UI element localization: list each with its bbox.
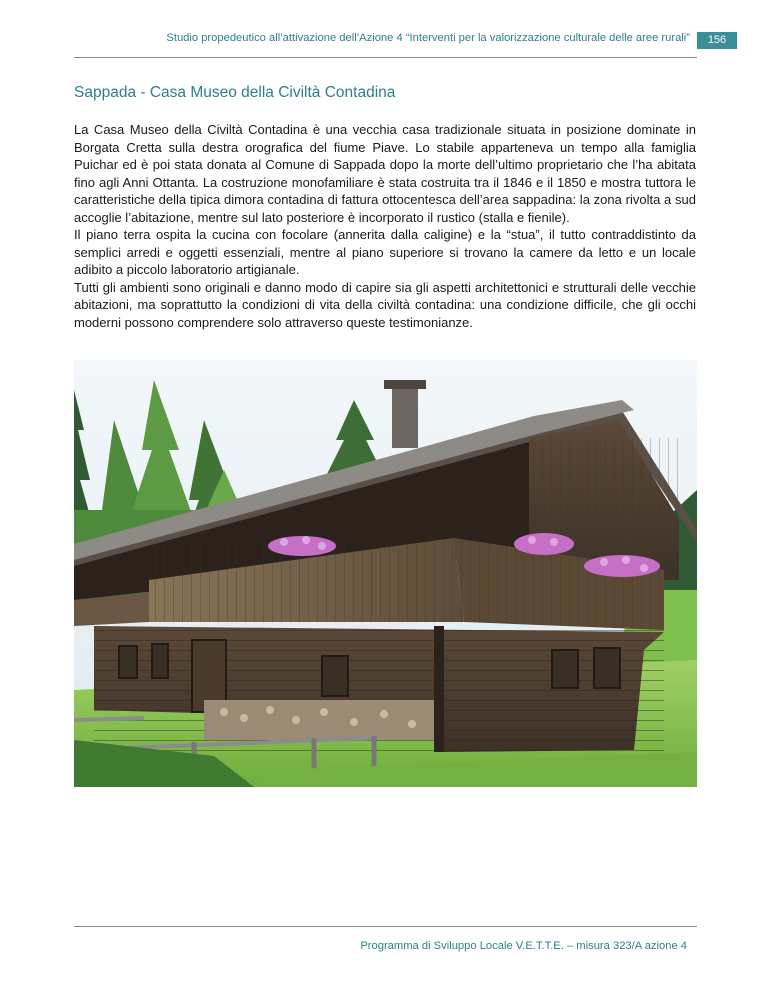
- running-footer: Programma di Sviluppo Locale V.E.T.T.E. – misura 323/A azione 4: [360, 940, 687, 952]
- section-title: Sappada - Casa Museo della Civiltà Contadina: [74, 84, 396, 101]
- paragraph-1: La Casa Museo della Civiltà Contadina è una vecchia casa tradizionale situata in posizione dominate in Borgata Cretta sulla destra orografica del fiume Piave. Lo stabile apparteneva un tempo alla famiglia Puichar ed è poi stata donata al Comune di Sappada dopo la morte dell’ultimo proprietario che l’ha abitata fino agli Anni Ottanta. La costruzione monofamiliare è stata costruita tra il 1846 e il 1850 e mostra tuttora le caratteristiche della tipica dimora contadina di fattura ottocentesca dell’area sappadina: la zona rivolta a sud accoglie l’abitazione, mentre sul lato posteriore è incorporato il rustico (stalla e fienile).: [74, 122, 696, 225]
- page-number-badge: 156: [697, 32, 737, 49]
- running-header: Studio propedeutico all’attivazione dell’Azione 4 “Interventi per la valorizzazione culturale delle aree rurali”: [166, 32, 690, 44]
- footer-rule: [74, 926, 697, 927]
- paragraph-2: Il piano terra ospita la cucina con focolare (annerita dalla caligine) e la “stua”, il tutto contraddistinto da semplici arredi e oggetti essenziali, mentre al piano superiore si trovano la camere da letto e un locale adibito a piccolo laboratorio artigianale.: [74, 227, 696, 277]
- paragraph-3: Tutti gli ambienti sono originali e danno modo di capire sia gli aspetti architettonici e strutturali delle vecchie abitazioni, ma soprattutto la condizioni di vita della civiltà contadina: una condizione difficile, che gli occhi moderni possono comprendere solo attraverso queste testimonianze.: [74, 279, 696, 330]
- farmhouse-photo: [74, 360, 697, 787]
- header-rule: [74, 57, 697, 58]
- body-text: [74, 121, 696, 331]
